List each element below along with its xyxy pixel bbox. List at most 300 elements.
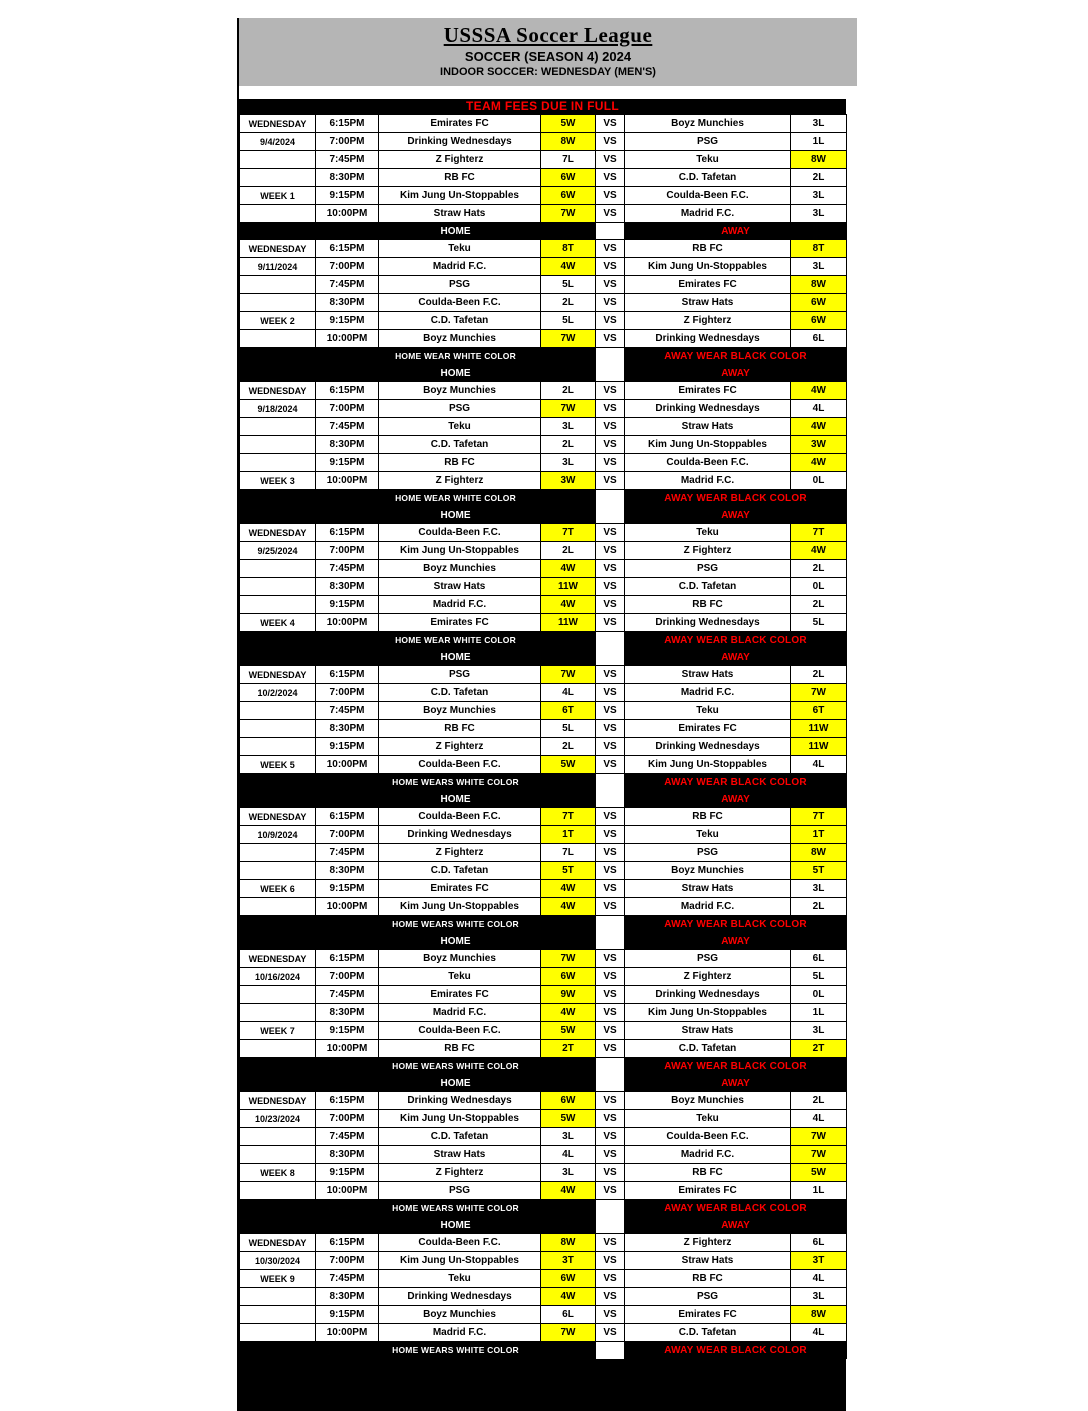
separator-left-cell [240,791,316,808]
home-team-cell: Coulda-Been F.C. [379,1022,541,1040]
away-uniform-label: AWAY WEAR BLACK COLOR [625,1200,847,1217]
home-score-cell: 4L [541,684,596,702]
vs-cell: VS [596,702,625,720]
game-row [240,1146,847,1164]
game-row [240,187,847,205]
game-row [240,986,847,1004]
separator-gap [596,1342,625,1359]
separator-gap [596,223,625,240]
away-score-cell: 4W [791,418,847,436]
home-team-cell: Coulda-Been F.C. [379,756,541,774]
away-team-cell: Drinking Wednesdays [625,986,791,1004]
date-cell [240,169,316,187]
away-score-cell: 8T [791,240,847,258]
away-team-cell: Teku [625,826,791,844]
home-away-row [240,791,847,808]
time-cell: 9:15PM [316,1164,379,1182]
home-score-cell: 7T [541,808,596,826]
date-cell [240,418,316,436]
date-cell [240,738,316,756]
date-cell [240,294,316,312]
away-score-cell: 4L [791,1270,847,1288]
away-team-cell: Kim Jung Un-Stoppables [625,258,791,276]
vs-cell: VS [596,1146,625,1164]
game-row [240,898,847,916]
time-cell: 9:15PM [316,1306,379,1324]
away-score-cell: 6W [791,312,847,330]
time-cell: 10:00PM [316,330,379,348]
time-cell: 6:15PM [316,240,379,258]
home-score-cell: 6W [541,187,596,205]
away-team-cell: Straw Hats [625,1022,791,1040]
vs-cell: VS [596,1092,625,1110]
away-score-cell: 7T [791,524,847,542]
away-team-cell: Boyz Munchies [625,1092,791,1110]
home-uniform-label: HOME WEARS WHITE COLOR [316,1342,596,1359]
time-cell: 7:00PM [316,968,379,986]
home-score-cell: 2L [541,382,596,400]
home-header: HOME [316,223,596,240]
away-uniform-label: AWAY WEAR BLACK COLOR [625,1342,847,1359]
home-score-cell: 5W [541,1022,596,1040]
home-header: HOME [316,933,596,950]
home-team-cell: Coulda-Been F.C. [379,524,541,542]
home-team-cell: Z Fighterz [379,472,541,490]
date-cell: WEEK 7 [240,1022,316,1040]
away-score-cell: 6L [791,1234,847,1252]
vs-cell: VS [596,1324,625,1342]
home-team-cell: Coulda-Been F.C. [379,1234,541,1252]
time-cell: 7:45PM [316,702,379,720]
away-team-cell: RB FC [625,240,791,258]
home-team-cell: Drinking Wednesdays [379,826,541,844]
date-cell: WEDNESDAY [240,115,316,133]
separator-gap [596,490,625,507]
separator-left-cell [240,1058,316,1075]
vs-cell: VS [596,400,625,418]
vs-cell: VS [596,418,625,436]
away-score-cell: 0L [791,578,847,596]
home-score-cell: 2L [541,294,596,312]
home-team-cell: Drinking Wednesdays [379,1288,541,1306]
vs-cell: VS [596,187,625,205]
away-team-cell: Drinking Wednesdays [625,614,791,632]
home-team-cell: Boyz Munchies [379,702,541,720]
vs-cell: VS [596,115,625,133]
time-cell: 8:30PM [316,294,379,312]
date-cell [240,986,316,1004]
game-row [240,1288,847,1306]
away-team-cell: Straw Hats [625,880,791,898]
time-cell: 8:30PM [316,1146,379,1164]
game-row [240,1270,847,1288]
away-team-cell: Boyz Munchies [625,115,791,133]
home-score-cell: 4W [541,258,596,276]
date-cell [240,898,316,916]
home-team-cell: PSG [379,1182,541,1200]
time-cell: 9:15PM [316,738,379,756]
date-cell: 9/4/2024 [240,133,316,151]
game-row [240,169,847,187]
away-team-cell: Coulda-Been F.C. [625,1128,791,1146]
division-subtitle: INDOOR SOCCER: WEDNESDAY (MEN'S) [440,66,656,78]
time-cell: 9:15PM [316,880,379,898]
away-score-cell: 4W [791,454,847,472]
away-team-cell: Boyz Munchies [625,862,791,880]
home-team-cell: RB FC [379,720,541,738]
away-team-cell: Kim Jung Un-Stoppables [625,436,791,454]
away-team-cell: Emirates FC [625,720,791,738]
home-away-row [240,649,847,666]
game-row [240,133,847,151]
home-away-row [240,933,847,950]
vs-cell: VS [596,738,625,756]
home-score-cell: 5W [541,115,596,133]
home-score-cell: 7W [541,330,596,348]
date-cell [240,330,316,348]
separator-gap [596,916,625,933]
vs-cell: VS [596,276,625,294]
time-cell: 7:00PM [316,684,379,702]
game-row [240,614,847,632]
away-score-cell: 2L [791,169,847,187]
vs-cell: VS [596,578,625,596]
uniform-row [240,348,847,365]
separator-gap [596,933,625,950]
away-score-cell: 7W [791,1128,847,1146]
date-cell: WEDNESDAY [240,666,316,684]
home-score-cell: 7L [541,844,596,862]
spacer [239,86,857,99]
vs-cell: VS [596,968,625,986]
game-row [240,542,847,560]
vs-cell: VS [596,454,625,472]
away-score-cell: 8W [791,1306,847,1324]
game-row [240,1164,847,1182]
home-team-cell: Teku [379,1270,541,1288]
date-cell [240,596,316,614]
date-cell: 9/11/2024 [240,258,316,276]
date-cell: WEDNESDAY [240,1234,316,1252]
home-score-cell: 8W [541,133,596,151]
away-team-cell: Madrid F.C. [625,472,791,490]
vs-cell: VS [596,862,625,880]
away-score-cell: 11W [791,720,847,738]
game-row [240,1004,847,1022]
home-team-cell: Kim Jung Un-Stoppables [379,542,541,560]
vs-cell: VS [596,1182,625,1200]
game-row [240,684,847,702]
away-team-cell: Straw Hats [625,418,791,436]
season-subtitle: SOCCER (SEASON 4) 2024 [464,49,632,64]
separator-left-cell [240,632,316,649]
away-team-cell: C.D. Tafetan [625,1040,791,1058]
home-score-cell: 5W [541,756,596,774]
home-score-cell: 4W [541,1288,596,1306]
vs-cell: VS [596,808,625,826]
away-score-cell: 7W [791,684,847,702]
away-team-cell: Z Fighterz [625,1234,791,1252]
away-team-cell: Teku [625,151,791,169]
away-score-cell: 6T [791,702,847,720]
home-score-cell: 6W [541,968,596,986]
game-row [240,294,847,312]
time-cell: 7:45PM [316,151,379,169]
date-cell: 9/25/2024 [240,542,316,560]
home-score-cell: 9W [541,986,596,1004]
away-team-cell: Teku [625,702,791,720]
home-team-cell: C.D. Tafetan [379,312,541,330]
home-uniform-label: HOME WEAR WHITE COLOR [316,490,596,507]
home-score-cell: 2L [541,738,596,756]
away-team-cell: Kim Jung Un-Stoppables [625,1004,791,1022]
separator-left-cell [240,649,316,666]
home-away-row [240,365,847,382]
schedule-content [237,18,857,1411]
date-cell [240,1324,316,1342]
vs-cell: VS [596,240,625,258]
away-team-cell: RB FC [625,1270,791,1288]
home-score-cell: 3T [541,1252,596,1270]
game-row [240,1324,847,1342]
vs-cell: VS [596,205,625,223]
home-score-cell: 4W [541,880,596,898]
game-row [240,596,847,614]
game-row [240,756,847,774]
away-header: AWAY [625,649,847,666]
home-team-cell: Kim Jung Un-Stoppables [379,187,541,205]
separator-gap [596,1217,625,1234]
away-score-cell: 2L [791,560,847,578]
vs-cell: VS [596,1004,625,1022]
away-uniform-label: AWAY WEAR BLACK COLOR [625,490,847,507]
home-team-cell: RB FC [379,454,541,472]
separator-left-cell [240,933,316,950]
home-score-cell: 5T [541,862,596,880]
away-score-cell: 7W [791,1146,847,1164]
home-away-row [240,223,847,240]
away-score-cell: 8W [791,844,847,862]
game-row [240,436,847,454]
home-header: HOME [316,1075,596,1092]
home-score-cell: 3L [541,1164,596,1182]
time-cell: 10:00PM [316,472,379,490]
vs-cell: VS [596,436,625,454]
home-team-cell: Boyz Munchies [379,950,541,968]
away-team-cell: Teku [625,1110,791,1128]
home-score-cell: 5L [541,720,596,738]
game-row [240,560,847,578]
away-score-cell: 11W [791,738,847,756]
home-team-cell: PSG [379,666,541,684]
header-band [239,18,857,86]
away-score-cell: 5L [791,614,847,632]
home-team-cell: Kim Jung Un-Stoppables [379,898,541,916]
home-team-cell: C.D. Tafetan [379,436,541,454]
date-cell: WEDNESDAY [240,382,316,400]
game-row [240,808,847,826]
home-score-cell: 2T [541,1040,596,1058]
date-cell [240,560,316,578]
time-cell: 7:00PM [316,542,379,560]
away-team-cell: Madrid F.C. [625,898,791,916]
home-score-cell: 6W [541,169,596,187]
date-cell: WEDNESDAY [240,1092,316,1110]
home-score-cell: 7T [541,524,596,542]
away-team-cell: Madrid F.C. [625,1146,791,1164]
separator-left-cell [240,1200,316,1217]
date-cell: 10/30/2024 [240,1252,316,1270]
away-score-cell: 3T [791,1252,847,1270]
away-score-cell: 3L [791,115,847,133]
home-score-cell: 4L [541,1146,596,1164]
separator-left-cell [240,365,316,382]
vs-cell: VS [596,524,625,542]
home-score-cell: 3L [541,454,596,472]
away-score-cell: 1T [791,826,847,844]
away-team-cell: PSG [625,844,791,862]
home-score-cell: 3W [541,472,596,490]
vs-cell: VS [596,1288,625,1306]
game-row [240,1234,847,1252]
date-cell: WEDNESDAY [240,808,316,826]
vs-cell: VS [596,898,625,916]
time-cell: 9:15PM [316,596,379,614]
home-header: HOME [316,791,596,808]
time-cell: 6:15PM [316,382,379,400]
separator-left-cell [240,774,316,791]
date-cell: WEEK 9 [240,1270,316,1288]
game-row [240,578,847,596]
vs-cell: VS [596,294,625,312]
game-row [240,738,847,756]
uniform-row [240,1200,847,1217]
separator-left-cell [240,1342,316,1359]
away-team-cell: Straw Hats [625,666,791,684]
vs-cell: VS [596,1164,625,1182]
date-cell: WEEK 3 [240,472,316,490]
vs-cell: VS [596,880,625,898]
time-cell: 8:30PM [316,720,379,738]
away-team-cell: Madrid F.C. [625,205,791,223]
home-uniform-label: HOME WEARS WHITE COLOR [316,916,596,933]
separator-gap [596,649,625,666]
home-team-cell: C.D. Tafetan [379,862,541,880]
game-row [240,1040,847,1058]
date-cell: 10/9/2024 [240,826,316,844]
away-team-cell: Drinking Wednesdays [625,330,791,348]
home-score-cell: 4W [541,560,596,578]
vs-cell: VS [596,133,625,151]
home-team-cell: Kim Jung Un-Stoppables [379,1252,541,1270]
home-score-cell: 6T [541,702,596,720]
away-team-cell: C.D. Tafetan [625,169,791,187]
home-score-cell: 4W [541,1004,596,1022]
home-team-cell: Emirates FC [379,986,541,1004]
home-uniform-label: HOME WEARS WHITE COLOR [316,1200,596,1217]
home-team-cell: Emirates FC [379,880,541,898]
away-team-cell: RB FC [625,596,791,614]
game-row [240,524,847,542]
game-row [240,382,847,400]
away-score-cell: 5T [791,862,847,880]
away-team-cell: Teku [625,524,791,542]
date-cell: WEDNESDAY [240,524,316,542]
vs-cell: VS [596,542,625,560]
separator-left-cell [240,1217,316,1234]
date-cell: WEDNESDAY [240,240,316,258]
separator-gap [596,1058,625,1075]
home-score-cell: 2L [541,436,596,454]
game-row [240,1022,847,1040]
away-score-cell: 6L [791,950,847,968]
away-score-cell: 8W [791,276,847,294]
away-score-cell: 5L [791,968,847,986]
time-cell: 9:15PM [316,187,379,205]
home-score-cell: 7W [541,950,596,968]
time-cell: 7:45PM [316,418,379,436]
away-team-cell: Straw Hats [625,1252,791,1270]
time-cell: 6:15PM [316,950,379,968]
time-cell: 9:15PM [316,312,379,330]
away-score-cell: 1L [791,133,847,151]
away-team-cell: Emirates FC [625,276,791,294]
vs-cell: VS [596,1234,625,1252]
vs-cell: VS [596,614,625,632]
time-cell: 9:15PM [316,454,379,472]
separator-left-cell [240,490,316,507]
home-team-cell: Straw Hats [379,578,541,596]
home-uniform-label: HOME WEARS WHITE COLOR [316,1058,596,1075]
away-score-cell: 3L [791,1288,847,1306]
time-cell: 7:00PM [316,1110,379,1128]
separator-left-cell [240,348,316,365]
home-team-cell: Boyz Munchies [379,560,541,578]
uniform-row [240,632,847,649]
away-team-cell: RB FC [625,1164,791,1182]
away-team-cell: Z Fighterz [625,542,791,560]
game-row [240,666,847,684]
time-cell: 10:00PM [316,898,379,916]
home-away-row [240,1075,847,1092]
away-team-cell: Coulda-Been F.C. [625,187,791,205]
away-score-cell: 3L [791,187,847,205]
vs-cell: VS [596,950,625,968]
separator-gap [596,348,625,365]
vs-cell: VS [596,720,625,738]
time-cell: 10:00PM [316,1040,379,1058]
home-score-cell: 7W [541,400,596,418]
game-row [240,844,847,862]
home-team-cell: Madrid F.C. [379,1324,541,1342]
date-cell [240,844,316,862]
time-cell: 7:00PM [316,400,379,418]
away-uniform-label: AWAY WEAR BLACK COLOR [625,916,847,933]
home-score-cell: 4W [541,596,596,614]
time-cell: 7:45PM [316,1270,379,1288]
vs-cell: VS [596,844,625,862]
away-uniform-label: AWAY WEAR BLACK COLOR [625,1058,847,1075]
vs-cell: VS [596,382,625,400]
vs-cell: VS [596,1022,625,1040]
away-score-cell: 0L [791,986,847,1004]
away-team-cell: Kim Jung Un-Stoppables [625,756,791,774]
away-header: AWAY [625,507,847,524]
away-score-cell: 1L [791,1004,847,1022]
time-cell: 7:00PM [316,258,379,276]
home-score-cell: 6W [541,1270,596,1288]
vs-cell: VS [596,1270,625,1288]
